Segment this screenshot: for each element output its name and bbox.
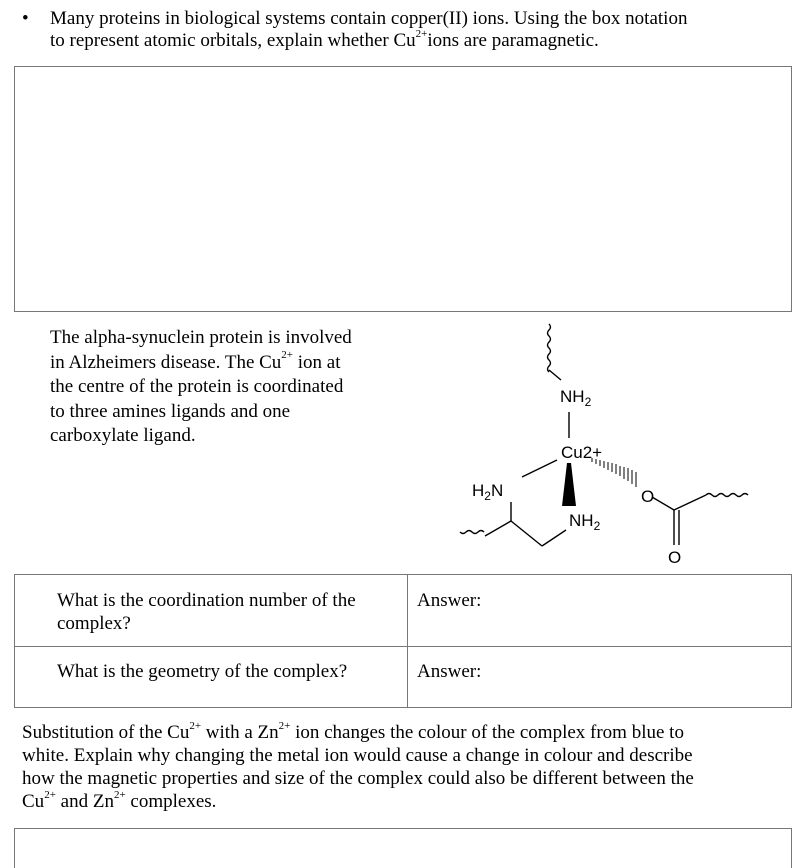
h2n-label: $H_2N$ — [472, 481, 504, 503]
coordination-number-answer[interactable]: Answer: — [417, 590, 482, 611]
substitution-line-1-a: Substitution of the Cu — [22, 722, 190, 743]
substitution-line-2: white. Explain why changing the metal ion would cause a change in colour and describe — [22, 745, 693, 766]
substitution-line-1 — [22, 721, 788, 744]
table-divider-horizontal — [15, 646, 791, 647]
coordination-question-line-2: complex? — [57, 613, 131, 634]
charge-superscript: 2+ — [415, 27, 428, 40]
question-1-text — [50, 8, 780, 52]
table-divider-vertical — [407, 575, 408, 707]
oxygen-carboxyl-label: O — [641, 487, 655, 506]
nh2-bottom-label: $NH_2$ — [569, 511, 601, 533]
description-line-5: carboxylate ligand. — [50, 425, 196, 446]
charge-superscript: 2+ — [113, 788, 126, 801]
substitution-question — [22, 721, 788, 813]
charge-superscript: 2+ — [189, 719, 202, 732]
substitution-line-4 — [22, 790, 788, 813]
wavy-bond-left — [460, 531, 484, 534]
substitution-line-1-b: with a Zn — [201, 722, 279, 743]
description-line-2-end: ion at — [293, 351, 341, 373]
charge-superscript: 2+ — [278, 719, 291, 732]
bond-to-nh2-bottom — [542, 530, 566, 546]
bond-top — [549, 370, 561, 380]
question-1-line-1: Many proteins in biological systems contain copper(II) ions. Using the box notation — [50, 8, 688, 29]
question-1-line-2 — [50, 27, 780, 52]
bond-carbon-chain — [674, 495, 706, 510]
coordination-question-line-1: What is the coordination number of the — [57, 590, 356, 611]
cu-label: Cu2+ — [561, 443, 603, 462]
bond-cu-h2n — [522, 460, 557, 477]
bond-backbone-down — [511, 521, 542, 546]
charge-superscript: 2+ — [44, 788, 56, 801]
oxygen-carbonyl-label: O — [668, 548, 682, 567]
answer-box-1[interactable] — [14, 66, 792, 312]
bond-o-carbon — [652, 497, 674, 510]
substitution-line-4-a: Cu — [22, 791, 45, 812]
hashed-bond — [592, 458, 636, 487]
bullet-point: • — [22, 8, 29, 29]
questions-table — [14, 574, 792, 708]
bond-backbone-left — [485, 521, 511, 536]
copper-complex-structure — [420, 316, 780, 574]
geometry-answer[interactable]: Answer: — [417, 661, 482, 682]
substitution-line-1-c: ion changes the colour of the complex from blue to — [290, 722, 684, 743]
geometry-question: What is the geometry of the complex? — [57, 661, 348, 682]
protein-description — [50, 326, 400, 449]
coordination-number-question — [57, 589, 402, 635]
substitution-line-3: how the magnetic properties and size of the complex could also be different between the — [22, 768, 694, 789]
charge-superscript: 2+ — [281, 349, 294, 362]
description-line-2 — [50, 351, 400, 376]
substitution-line-4-b: and Zn — [55, 791, 114, 812]
question-1-line-2-start: to represent atomic orbitals, explain whether Cu — [50, 30, 416, 51]
question-1-line-2-end: ions are paramagnetic. — [427, 30, 599, 51]
description-line-1: The alpha-synuclein protein is involved — [50, 327, 352, 348]
description-line-2-start: in Alzheimers disease. The Cu — [50, 351, 282, 373]
nh2-top-label: $NH_2$ — [560, 387, 592, 409]
description-line-3: the centre of the protein is coordinated — [50, 376, 344, 397]
description-line-4: to three amines ligands and one — [50, 400, 291, 422]
substitution-line-4-c: complexes. — [125, 791, 217, 812]
wedge-bond — [562, 463, 576, 506]
wavy-bond-top — [548, 324, 551, 372]
answer-box-2[interactable] — [14, 828, 792, 868]
wavy-bond-right — [706, 494, 748, 497]
